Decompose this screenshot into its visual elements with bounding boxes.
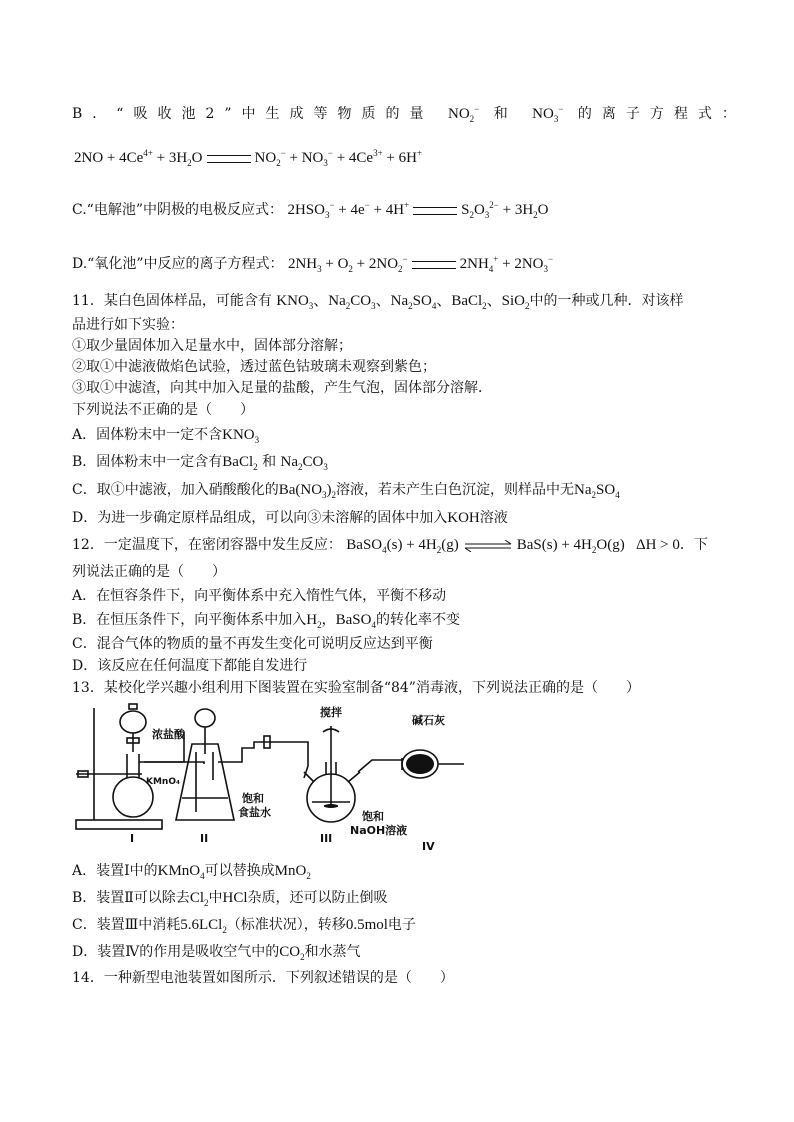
q13-c-mid: （标准状况），转移: [226, 917, 346, 933]
equals-sign: [413, 207, 457, 215]
q13-c-formula-2: 0.5mol: [345, 917, 388, 933]
eq-d-right: 2NH: [459, 256, 489, 272]
eq-c-right: S: [461, 202, 470, 218]
q11-d-text: D．为进一步确定原样品组成，可以向③未溶解的固体中加入: [72, 510, 448, 526]
q13-stem: 13．某校化学兴趣小组利用下图装置在实验室制备“84”消毒液，下列说法正确的是（ ）: [72, 680, 640, 696]
q11-a-formula: $KNO_3$: [222, 427, 260, 445]
q12-b-text: B．在恒压条件下，向平衡体系中加入: [72, 612, 307, 628]
eq-b-right: + 6H: [386, 150, 417, 166]
q11-c-formula-2: $Na_2SO_4$: [574, 482, 620, 500]
option-b-text-1: B．“吸收池: [72, 106, 206, 122]
q13-a-text: A．装置Ⅰ中的: [72, 863, 158, 879]
label-apparatus-iv: IV: [422, 840, 435, 852]
equals-sign: [207, 155, 251, 163]
q12-stem-2: 列说法正确的是（ ）: [72, 564, 226, 580]
q11-c-formula-1: $Ba(NO_3)_2$: [278, 482, 337, 500]
q13-option-a: [72, 862, 311, 885]
eq-d-left: 2NH: [287, 256, 318, 272]
q11-option-c: [72, 481, 620, 504]
no2-ion: $NO_2^-$: [448, 104, 480, 124]
q13-c-text: C．装置Ⅲ中消耗: [72, 917, 181, 933]
q12-stem: [72, 536, 708, 559]
label-apparatus-ii: II: [200, 832, 209, 845]
label-naoh-1: 饱和: [362, 810, 384, 823]
q11-option-a: [72, 426, 259, 449]
q13-d-end: 和水蒸气: [304, 944, 361, 960]
q14-stem: 14．一种新型电池装置如图所示．下列叙述错误的是（ ）: [72, 970, 454, 986]
q11-b-formula-1: BaCl$_2$: [222, 454, 258, 472]
label-stir: 搅拌: [320, 706, 342, 719]
q13-b-end: 杂质，还可以防止倒吸: [247, 890, 388, 906]
q11-stem: [72, 292, 684, 315]
q13-b-text: B．装置Ⅱ可以除去: [72, 890, 190, 906]
equilibrium-arrow-icon: [463, 540, 513, 552]
q11-substances: $KNO_3$、$Na_2CO_3$、$Na_2SO_4$、BaCl$_2$、SiO$_2$: [276, 293, 530, 311]
q13-d-text: D．装置Ⅳ的作用是吸收空气中的: [72, 944, 280, 960]
q11-d-formula: KOH: [447, 510, 480, 526]
label-apparatus-i: I: [130, 832, 135, 845]
label-brine-1: 饱和: [242, 792, 264, 805]
q11-c-mid: 溶液，若未产生白色沉淀，则样品中无: [336, 482, 575, 498]
q13-a-formula-2: MnO$_2$: [274, 863, 311, 881]
q13-b-mid: 中: [208, 890, 223, 906]
label-apparatus-iii: III: [320, 832, 333, 845]
lab-apparatus-diagram: [72, 702, 476, 852]
label-kmno4: KMnO₄: [146, 777, 180, 787]
q13-option-b: [72, 889, 388, 912]
eq-c-right2: + 3H: [502, 202, 534, 218]
q11-option-b: [72, 453, 328, 476]
q12-option-c: C．混合气体的物质的量不再发生变化可说明反应达到平衡: [72, 636, 433, 652]
q11-option-d: [72, 509, 508, 527]
q13-a-mid: 可以替换成: [204, 863, 275, 879]
equals-sign: [412, 261, 456, 269]
q13-d-formula: $CO_2$: [279, 944, 305, 962]
q13-c-end: 电子: [387, 917, 416, 933]
option-c: [72, 196, 549, 224]
q11-step-3: ③取①中滤渣，向其中加入足量的盐酸，产生气泡，固体部分溶解．: [72, 380, 492, 396]
option-b-and: 和: [493, 106, 518, 122]
option-b-stem: [72, 100, 746, 128]
q11-d-end: 溶液: [479, 510, 508, 526]
q11-b-formula-2: $Na_2CO_3$: [280, 454, 328, 472]
q11-stem-end: 中的一种或几种．对该样: [529, 293, 684, 309]
q13-b-formula-2: HCl: [222, 890, 248, 906]
option-b-text-2: 2: [205, 106, 225, 122]
q11-stem-text: 11．某白色固体样品，可能含有: [72, 293, 272, 309]
q12-b-end: 的转化率不变: [375, 612, 460, 628]
q13-b-formula-1: $Cl_2$: [189, 890, 209, 908]
option-d: [72, 250, 553, 278]
eq-c-left: 2HSO: [287, 202, 325, 218]
no3-ion: $NO_3^-$: [532, 104, 564, 124]
q11-b-and: 和: [262, 454, 277, 470]
q13-c-formula-1: 5.6LCl$_2$: [180, 917, 227, 935]
q11-ask: 下列说法不正确的是（ ）: [72, 402, 254, 418]
q11-a-text: A．固体粉末中一定不含: [72, 427, 223, 443]
q12-b-formula-2: BaSO$_4$: [335, 612, 376, 630]
option-b-equation: $2NO + 4Ce^{4+} + 3H_2O$ $NO_2^- + NO_3^- + 4Ce^{3+} + 6H^+$: [74, 148, 423, 168]
q12-option-b: B．在恒压条件下，向平衡体系中加入$H_2$，BaSO$_4$的转化率不变: [72, 612, 460, 630]
q11-b-text: B．固体粉末中一定含有: [72, 454, 223, 470]
q11-stem-2: 品进行如下实验：: [72, 317, 184, 333]
q12-stem-end: ．下: [679, 537, 708, 553]
label-conc-hcl: 浓盐酸: [152, 728, 185, 741]
q13-option-d: [72, 943, 361, 966]
option-c-text: C.“电解池”中阴极的电极反应式：: [72, 202, 283, 218]
eq-b-left: 2NO + 4Ce: [74, 150, 144, 166]
q12-option-d: D．该反应在任何温度下都能自发进行: [72, 658, 308, 674]
q13-option-c: [72, 916, 416, 939]
q12-equation: BaSO$_4$(s) + $4H_2(g)$ $BaS(s) + 4H_2O(g) \Delta H > 0$: [346, 537, 680, 555]
option-b-text-4: 的离子方程式：: [577, 106, 746, 122]
label-soda-lime: 碱石灰: [412, 714, 445, 727]
q12-b-formula-1: $H_2$: [306, 612, 322, 630]
label-naoh-2: NaOH溶液: [350, 824, 408, 837]
q12-stem-text: 12．一定温度下，在密闭容器中发生反应：: [72, 537, 342, 553]
option-d-equation: $2NH_3 + O_2 + 2NO_2^-$ $2NH_4^+ + 2NO_3^-$: [287, 254, 554, 274]
option-b-text-3: ”中生成等物质的量: [224, 106, 434, 122]
q11-c-text: C．取①中滤液，加入硝酸酸化的: [72, 482, 279, 498]
q11-step-1: ①取少量固体加入足量水中，固体部分溶解；: [72, 338, 352, 354]
option-d-text: D.“氧化池”中反应的离子方程式：: [72, 256, 284, 272]
q13-a-formula-1: KMnO$_4$: [157, 863, 205, 881]
option-c-equation: $2HSO_3^- + 4e^- + 4H^+$ $S_2O_3^{2-} + 3H_2O$: [287, 200, 549, 220]
label-brine-2: 食盐水: [238, 806, 271, 819]
q11-step-2: ②取①中滤液做焰色试验，透过蓝色钴玻璃未观察到紫色；: [72, 359, 436, 375]
q12-option-a: A．在恒容条件下，向平衡体系中充入惰性气体，平衡不移动: [72, 588, 447, 604]
